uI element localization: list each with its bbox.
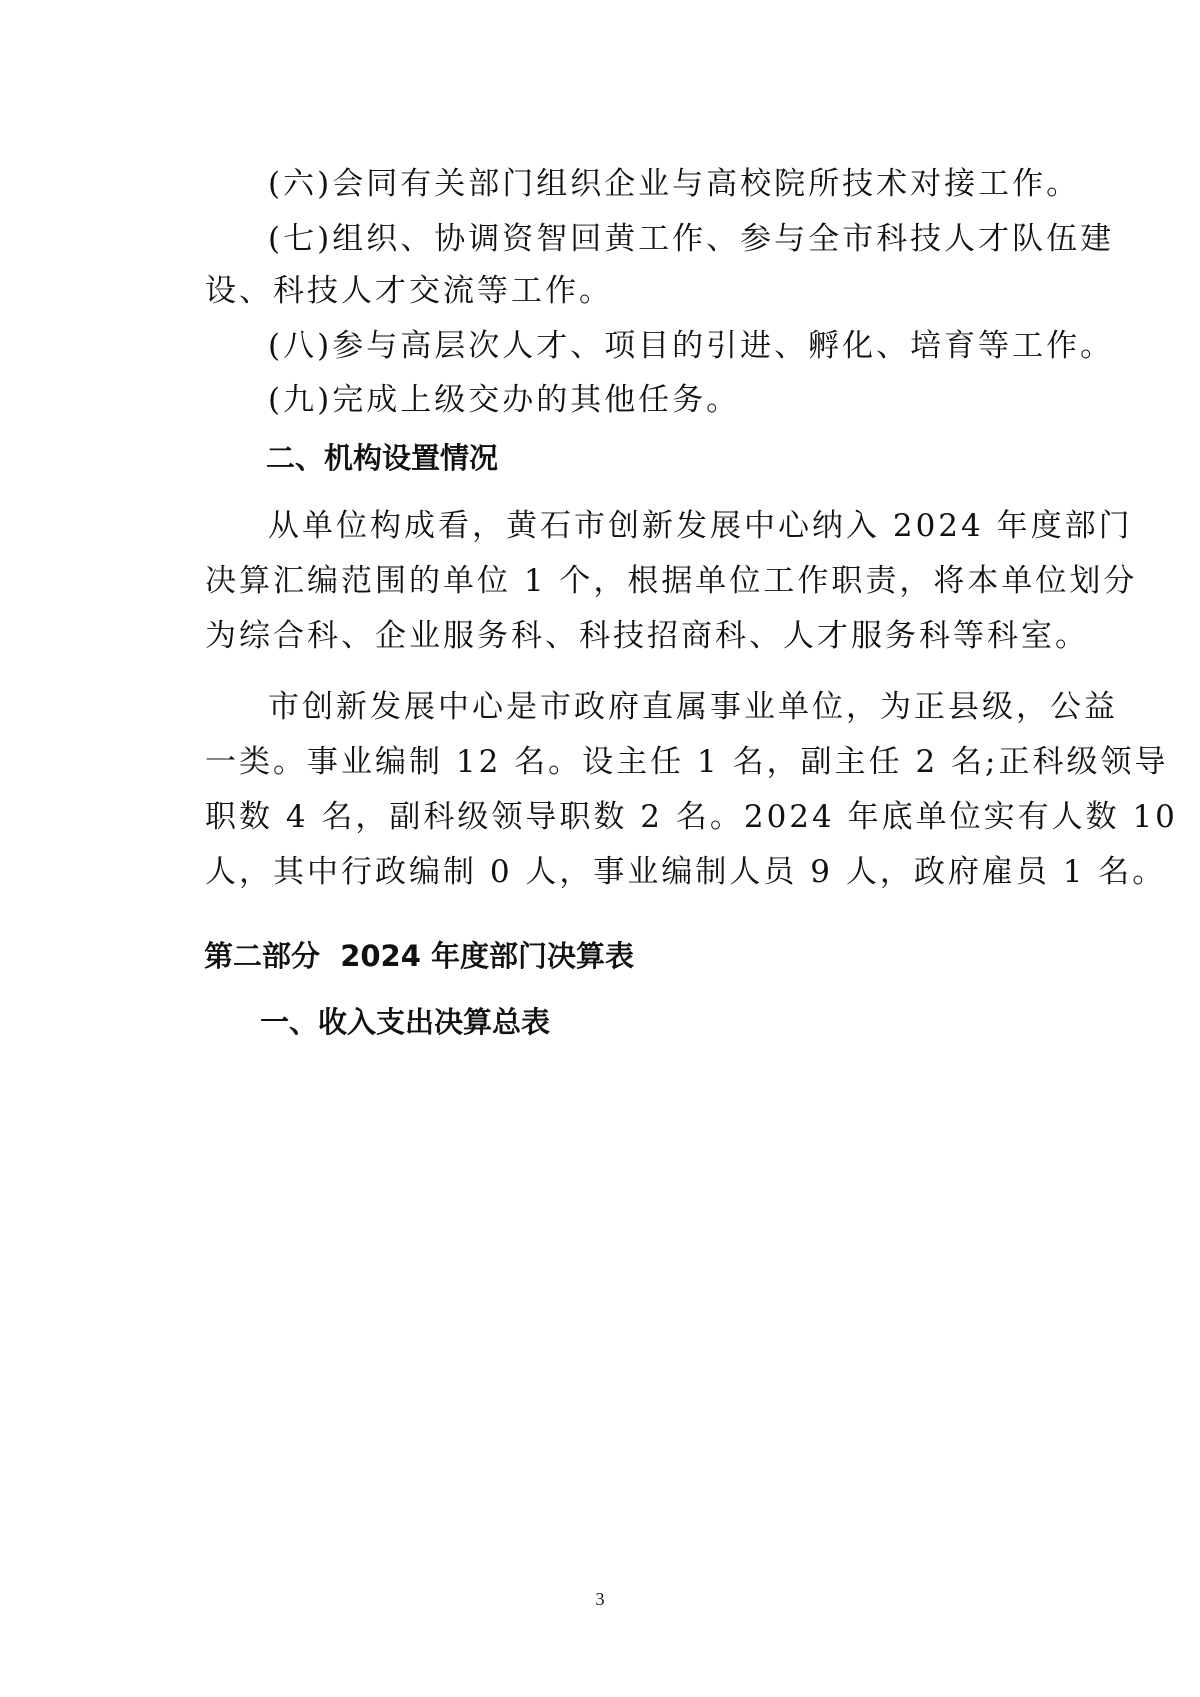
paragraph-item-6: (六)会同有关部门组织企业与高校院所技术对接工作。 — [268, 166, 1081, 202]
paragraph-item-7-line-1: (七)组织、协调资智回黄工作、参与全市科技人才队伍建 — [268, 221, 1115, 257]
paragraph-org-1-line-3: 为综合科、企业服务科、科技招商科、人才服务科等科室。 — [205, 618, 1089, 654]
paragraph-item-9: (九)完成上级交办的其他任务。 — [268, 382, 741, 418]
paragraph-item-8: (八)参与高层次人才、项目的引进、孵化、培育等工作。 — [268, 328, 1115, 364]
paragraph-org-1-line-1: 从单位构成看，黄石市创新发展中心纳入 2024 年度部门 — [268, 508, 1133, 544]
page-number: 3 — [595, 1589, 605, 1609]
paragraph-org-2-line-3: 职数 4 名，副科级领导职数 2 名。2024 年底单位实有人数 10 — [205, 799, 1178, 835]
paragraph-org-2-line-2: 一类。事业编制 12 名。设主任 1 名，副主任 2 名;正科级领导 — [205, 744, 1169, 780]
part-heading: 第二部分 2024 年度部门决算表 — [204, 939, 635, 973]
paragraph-org-2-line-1: 市创新发展中心是市政府直属事业单位，为正县级，公益 — [268, 689, 1118, 725]
paragraph-org-2-line-4: 人，其中行政编制 0 人，事业编制人员 9 人，政府雇员 1 名。 — [205, 854, 1167, 890]
section-heading-organization: 二、机构设置情况 — [266, 441, 499, 475]
paragraph-org-1-line-2: 决算汇编范围的单位 1 个，根据单位工作职责，将本单位划分 — [205, 563, 1138, 599]
paragraph-item-7-line-2: 设、科技人才交流等工作。 — [205, 273, 613, 309]
table-heading: 一、收入支出决算总表 — [260, 1005, 551, 1039]
